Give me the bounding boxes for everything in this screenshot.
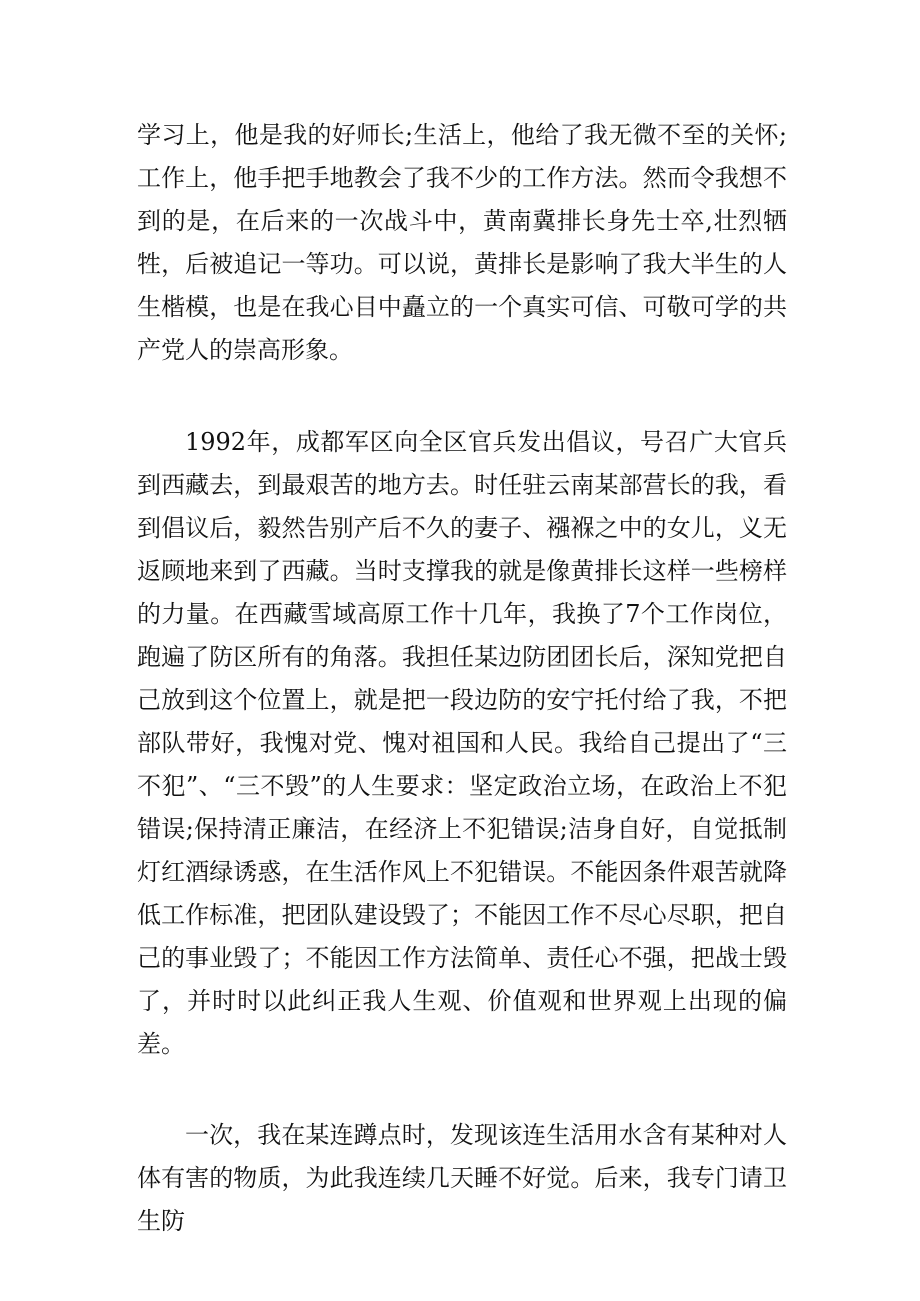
document-body	[137, 114, 787, 1243]
paragraph-3: 一次，我在某连蹲点时，发现该连生活用水含有某种对人体有害的物质，为此我连续几天睡不好觉。后来，我专门请卫生防	[137, 1121, 787, 1235]
paragraph-1: 学习上，他是我的好师长;生活上，他给了我无微不至的关怀;工作上，他手把手地教会了我不少的工作方法。然而令我想不到的是，在后来的一次战斗中，黄南冀排长身先士卒,壮烈牺牲，后被追记一等功。可以说，黄排长是影响了我大半生的人生楷模，也是在我心目中矗立的一个真实可信、可敬可学的共产党人的崇高形象。	[137, 121, 787, 364]
paragraph-2: 1992年，成都军区向全区官兵发出倡议，号召广大官兵到西藏去，到最艰苦的地方去。时任驻云南某部营长的我，看到倡议后，毅然告别产后不久的妻子、襁褓之中的女儿，义无返顾地来到了西藏。当时支撑我的就是像黄排长这样一些榜样的力量。在西藏雪域高原工作十几年，我换了7个工作岗位，跑遍了防区所有的角落。我担任某边防团团长后，深知党把自己放到这个位置上，就是把一段边防的安宁托付给了我，不把部队带好，我愧对党、愧对祖国和人民。我给自己提出了“三不犯”、“三不毁”的人生要求：坚定政治立场，在政治上不犯错误;保持清正廉洁，在经济上不犯错误;洁身自好，自觉抵制灯红酒绿诱惑，在生活作风上不犯错误。不能因条件艰苦就降低工作标准，把团队建设毁了；不能因工作不尽心尽职，把自己的事业毁了；不能因工作方法简单、责任心不强，把战士毁了，并时时以此纠正我人生观、价值观和世界观上出现的偏差。	[137, 428, 787, 1058]
